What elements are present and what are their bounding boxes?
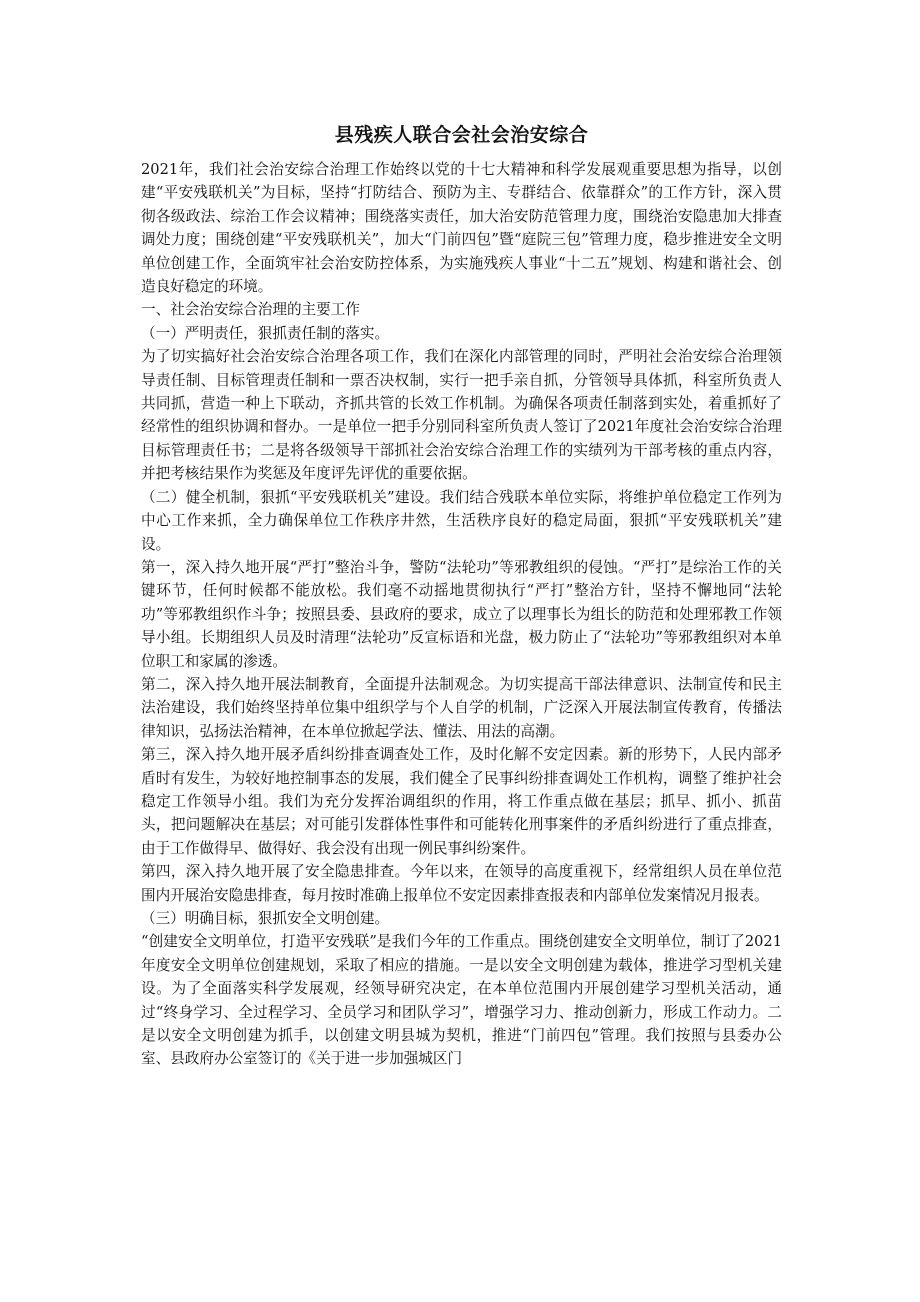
subsection-heading-1: （一）严明责任，狠抓责任制的落实。 bbox=[141, 324, 390, 342]
intro-paragraph: 2021年，我们社会治安综合治理工作始终以党的十七大精神和科学发展观重要思想为指导，以创建“平安残联机关”为目标，坚持“打防结合、预防为主、专群结合、依靠群众”的工作方针，深入贯彻各级政法、综治工作会议精神；围绕落实责任，加大治安防范管理力度，围绕治安隐患加大排查调处力度；围绕创建“平安残联机关”，加大“门前四包”暨“庭院三包”管理力度，稳步推进安全文明单位创建工作，全面筑牢社会治安防控体系，为实施残疾人事业“十二五”规划、构建和谐社会、创造良好稳定的环境。 bbox=[141, 161, 782, 296]
document-title: 县残疾人联合会社会治安综合 bbox=[334, 124, 589, 146]
body-paragraph: 第二，深入持久地开展法制教育，全面提升法制观念。为切实提高干部法律意识、法制宣传和民主法治建设，我们始终坚持单位集中组织学与个人自学的机制，广泛深入开展法制宣传教育，传播法律知识，弘扬法治精神，在本单位掀起学法、懂法、用法的高潮。 bbox=[141, 675, 782, 740]
subsection-heading-3: （三）明确目标，狠抓安全文明创建。 bbox=[141, 910, 390, 927]
body-paragraph: 为了切实搞好社会治安综合治理各项工作，我们在深化内部管理的同时，严明社会治安综合治理领导责任制、目标管理责任制和一票否决权制，实行一把手亲自抓，分管领导具体抓，科室所负责人共同抓，营造一种上下联动，齐抓共管的长效工作机制。为确保各项责任制落到实处，着重抓好了经常性的组织协调和督办。一是单位一把手分别同科室所负责人签订了2021年度社会治安综合治理目标管理责任书；二是将各级领导干部抓社会治安综合治理工作的实绩列为干部考核的重点内容，并把考核结果作为奖惩及年度评先评优的重要依据。 bbox=[141, 348, 782, 483]
body-paragraph: 第一，深入持久地开展“严打”整治斗争，警防“法轮功”等邪教组织的侵蚀。“严打”是综治工作的关键环节，任何时候都不能放松。我们毫不动摇地贯彻执行“严打”整治方针，坚持不懈地同“法轮功”等邪教组织作斗争；按照县委、县政府的要求，成立了以理事长为组长的防范和处理邪教工作领导小组。长期组织人员及时清理“法轮功”反宣标语和光盘，极力防止了“法轮功”等邪教组织对本单位职工和家属的渗透。 bbox=[141, 558, 782, 670]
body-paragraph: “创建安全文明单位，打造平安残联”是我们今年的工作重点。围绕创建安全文明单位，制订了2021年度安全文明单位创建规划，采取了相应的措施。一是以安全文明创建为载体，推进学习型机关建设。为了全面落实科学发展观，经领导研究决定，在本单位范围内开展创建学习型机关活动，通过“终身学习、全过程学习、全员学习和团队学习”，增强学习力、推动创新力，形成工作动力。二是以安全文明创建为抓手，以创建文明县城为契机，推进“门前四包”管理。我们按照与县委办公室、县政府办公室签订的《关于进一步加强城区门 bbox=[141, 933, 782, 1068]
subsection-paragraph-2: （二）健全机制，狠抓“平安残联机关”建设。我们结合残联本单位实际，将维护单位稳定工作列为中心工作来抓，全力确保单位工作秩序井然，生活秩序良好的稳定局面，狠抓“平安残联机关”建设。 bbox=[141, 488, 782, 553]
body-paragraph: 第四，深入持久地开展了安全隐患排查。今年以来，在领导的高度重视下，经常组织人员在单位范围内开展治安隐患排查，每月按时准确上报单位不安定因素排查报表和内部单位发案情况月报表。 bbox=[141, 863, 782, 904]
body-paragraph: 第三，深入持久地开展矛盾纠纷排查调查处工作，及时化解不安定因素。新的形势下，人民内部矛盾时有发生，为较好地控制事态的发展，我们健全了民事纠纷排查调处工作机构，调整了维护社会稳定工作领导小组。我们为充分发挥治调组织的作用，将工作重点做在基层；抓早、抓小、抓苗头，把问题解决在基层；对可能引发群体性事件和可能转化刑事案件的矛盾纠纷进行了重点排查，由于工作做得早、做得好、我会没有出现一例民事纠纷案件。 bbox=[141, 746, 782, 857]
document-page bbox=[141, 122, 782, 1071]
section-heading-1: 一、社会治安综合治理的主要工作 bbox=[141, 301, 360, 319]
